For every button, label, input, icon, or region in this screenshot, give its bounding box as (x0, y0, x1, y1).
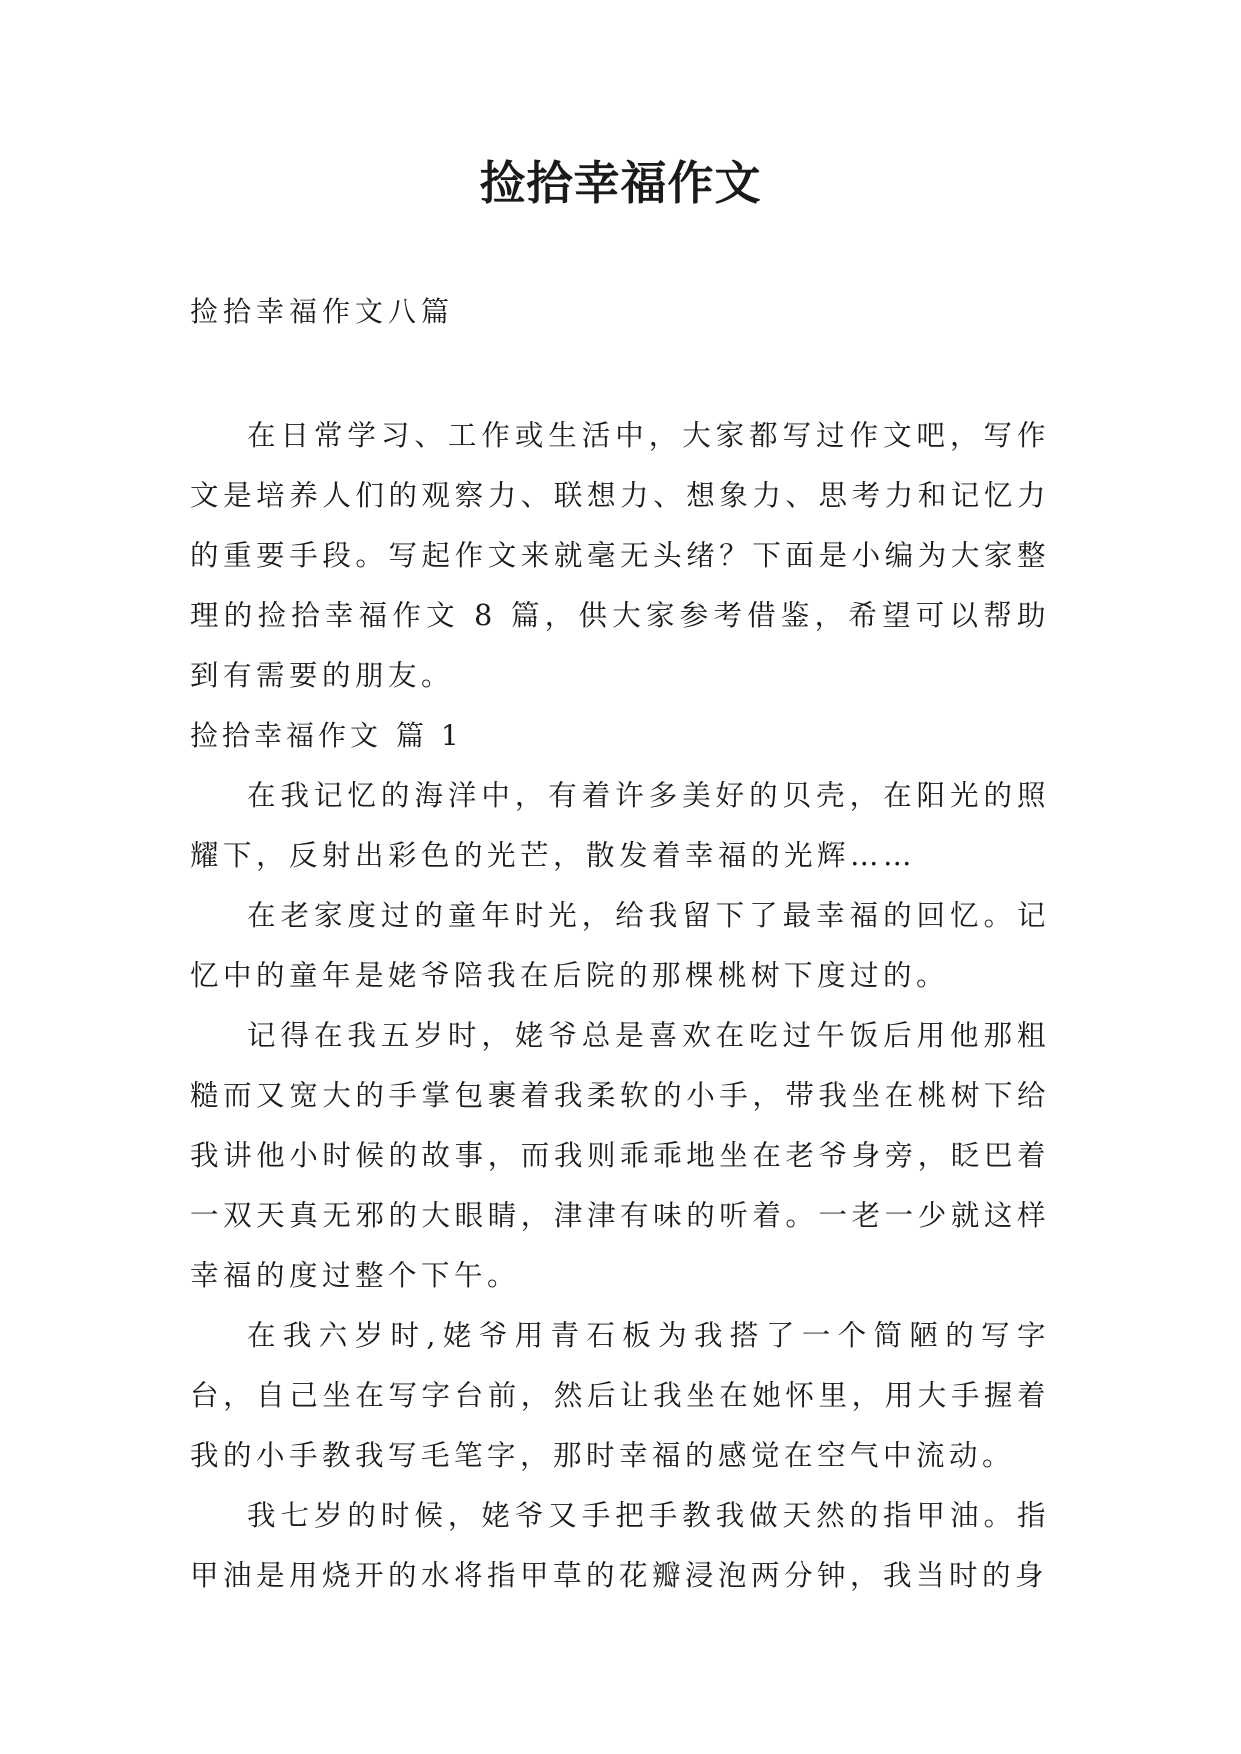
section-heading (190, 706, 1050, 766)
body-paragraph: 在我六岁时,姥爷用青石板为我搭了一个简陋的写字台，自己坐在写字台前，然后让我坐在她怀里，用大手握着我的小手教我写毛笔字，那时幸福的感觉在空气中流动。 (190, 1319, 1050, 1472)
body-paragraph: 在老家度过的童年时光，给我留下了最幸福的回忆。记忆中的童年是姥爷陪我在后院的那棵桃树下度过的。 (190, 899, 1050, 992)
document-title: 捡拾幸福作文 (479, 156, 762, 210)
document-subtitle: 捡拾幸福作文八篇 (190, 295, 455, 328)
document-body (190, 292, 1050, 1606)
body-paragraph: 记得在我五岁时，姥爷总是喜欢在吃过午饭后用他那粗糙而又宽大的手掌包裹着我柔软的小手，带我坐在桃树下给我讲他小时候的故事，而我则乖乖地坐在老爷身旁，眨巴着一双天真无邪的大眼睛，津津有味的听着。一老一少就这样幸福的度过整个下午。 (190, 1019, 1050, 1292)
section-number: 篇 1 (396, 719, 463, 752)
intro-paragraph: 在日常学习、工作或生活中，大家都写过作文吧，写作文是培养人们的观察力、联想力、想象力、思考力和记忆力的重要手段。写起作文来就毫无头绪？下面是小编为大家整理的捡拾幸福作文 8 篇，供大家参考借鉴，希望可以帮助到有需要的朋友。 (190, 419, 1050, 692)
body-paragraph: 我七岁的时候，姥爷又手把手教我做天然的指甲油。指甲油是用烧开的水将指甲草的花瓣浸泡两分钟，我当时的身 (190, 1499, 1050, 1592)
section-heading-text: 捡拾幸福作文 (190, 719, 383, 752)
body-paragraph: 在我记忆的海洋中，有着许多美好的贝壳，在阳光的照耀下，反射出彩色的光芒，散发着幸福的光辉…… (190, 779, 1050, 872)
